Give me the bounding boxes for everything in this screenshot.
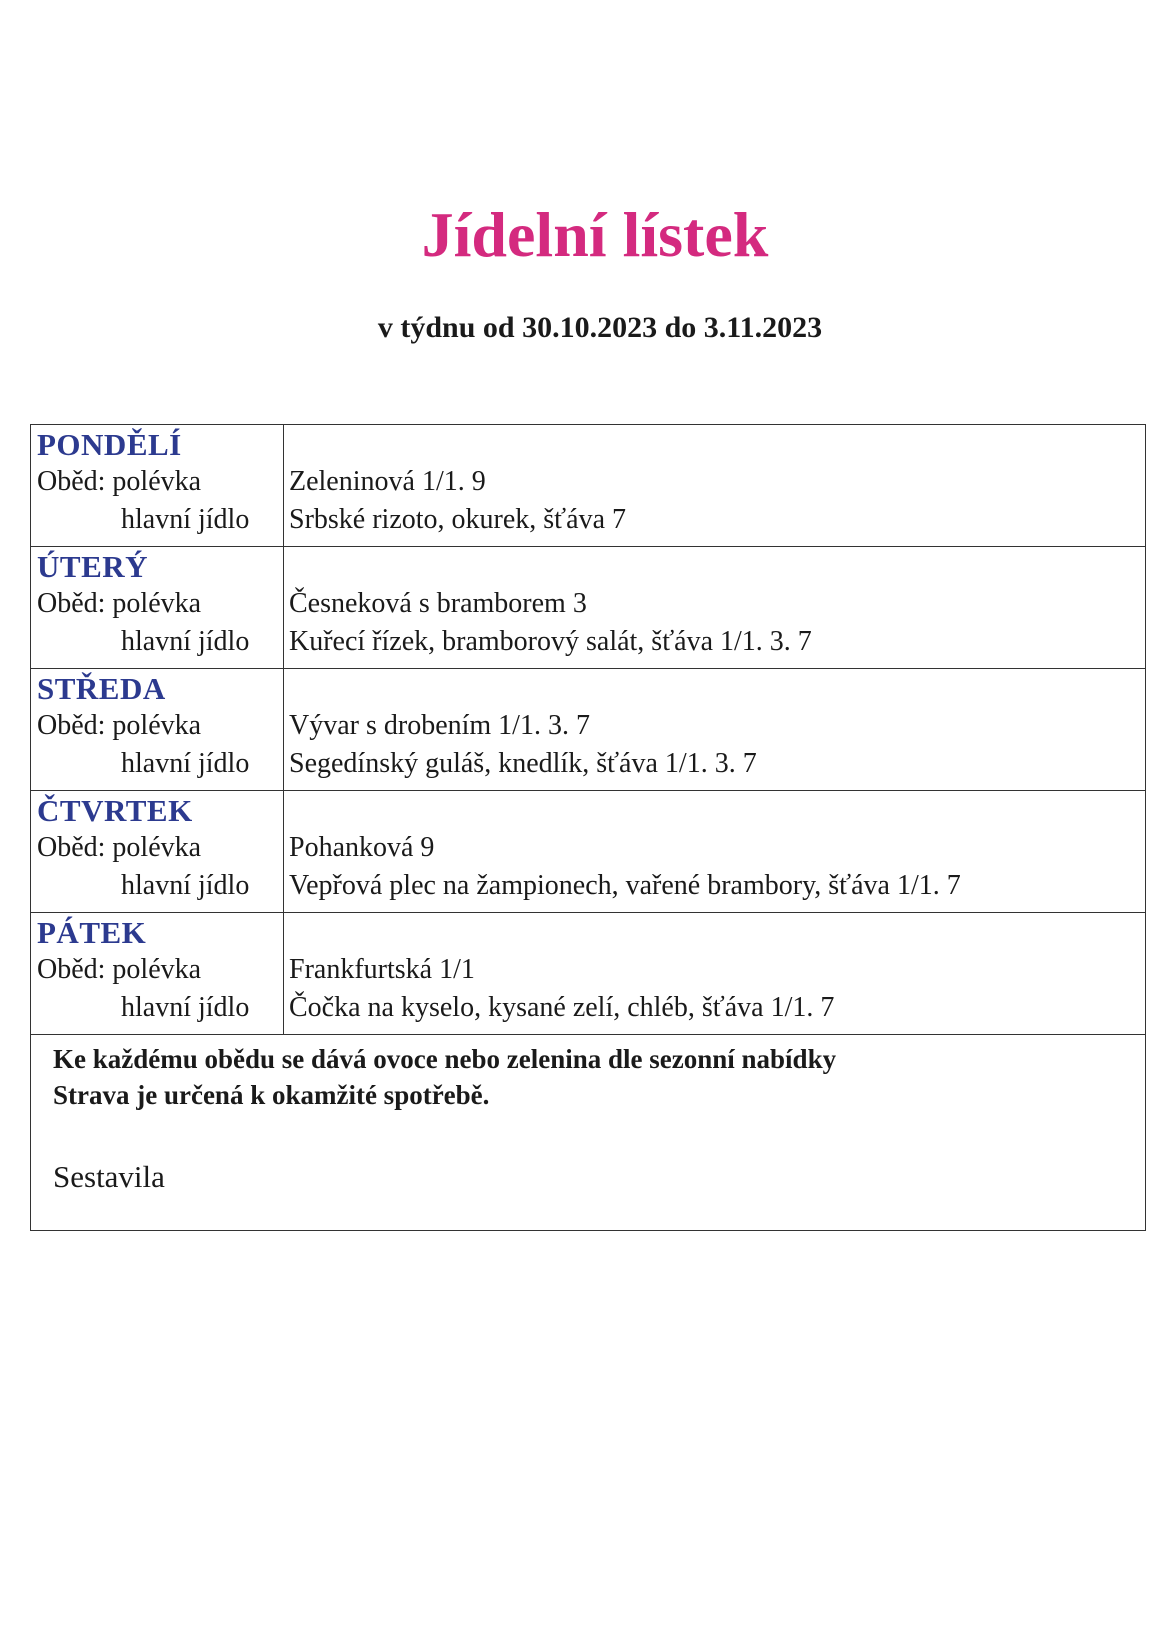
day-name: ČTVRTEK (37, 793, 193, 828)
main-dish: Kuřecí řízek, bramborový salát, šťáva 1/1. 3. 7 (289, 626, 812, 657)
soup-dish: Zeleninová 1/1. 9 (289, 466, 486, 497)
day-label-cell (31, 425, 284, 546)
dishes-cell (284, 547, 1145, 668)
dishes-cell (284, 913, 1145, 1034)
soup-dish: Frankfurtská 1/1 (289, 954, 475, 985)
soup-dish: Vývar s drobením 1/1. 3. 7 (289, 710, 590, 741)
consumption-note: Strava je určená k okamžité spotřebě. (53, 1080, 490, 1110)
soup-label: Oběd: polévka (37, 710, 202, 741)
day-row-friday (31, 913, 1145, 1035)
main-dish: Srbské rizoto, okurek, šťáva 7 (289, 504, 626, 535)
main-dish: Čočka na kyselo, kysané zelí, chléb, šťáva 1/1. 7 (289, 992, 835, 1023)
day-label-cell (31, 547, 284, 668)
page-title: Jídelní lístek (421, 199, 769, 270)
main-dish-label: hlavní jídlo (121, 870, 250, 901)
soup-label: Oběd: polévka (37, 832, 202, 863)
compiled-by: Sestavila (53, 1159, 165, 1194)
dishes-cell (284, 669, 1145, 790)
fruit-note: Ke každému obědu se dává ovoce nebo zelenina dle sezonní nabídky (53, 1044, 837, 1074)
main-dish-label: hlavní jídlo (121, 504, 250, 535)
day-name: ÚTERÝ (37, 549, 149, 584)
soup-label: Oběd: polévka (37, 466, 202, 497)
menu-table (30, 424, 1146, 1231)
day-name: PONDĚLÍ (37, 427, 182, 462)
dishes-cell (284, 791, 1145, 912)
main-dish-label: hlavní jídlo (121, 626, 250, 657)
day-label-cell (31, 669, 284, 790)
soup-dish: Česneková s bramborem 3 (289, 588, 587, 619)
day-label-cell (31, 791, 284, 912)
day-label-cell (31, 913, 284, 1034)
day-row-tuesday (31, 547, 1145, 669)
footer-notes (31, 1035, 1145, 1230)
main-dish-label: hlavní jídlo (121, 992, 250, 1023)
soup-label: Oběd: polévka (37, 954, 202, 985)
day-name: STŘEDA (37, 671, 166, 706)
day-name: PÁTEK (37, 915, 147, 950)
soup-dish: Pohanková 9 (289, 832, 435, 863)
main-dish-label: hlavní jídlo (121, 748, 250, 779)
day-row-monday (31, 425, 1145, 547)
day-row-wednesday (31, 669, 1145, 791)
week-range: v týdnu od 30.10.2023 do 3.11.2023 (377, 311, 823, 344)
day-row-thursday (31, 791, 1145, 913)
main-dish: Segedínský guláš, knedlík, šťáva 1/1. 3. 7 (289, 748, 757, 779)
soup-label: Oběd: polévka (37, 588, 202, 619)
dishes-cell (284, 425, 1145, 546)
main-dish: Vepřová plec na žampionech, vařené brambory, šťáva 1/1. 7 (289, 870, 961, 901)
